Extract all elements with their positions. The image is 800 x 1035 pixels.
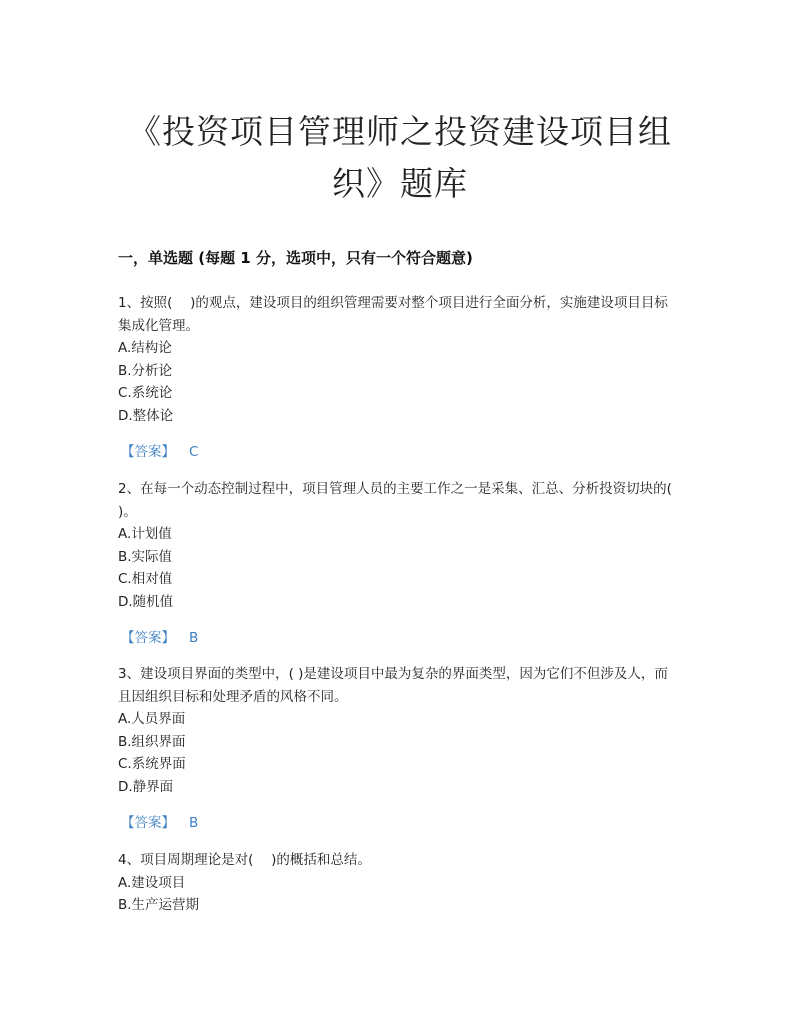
option-c: C.系统论 xyxy=(118,385,173,401)
answer-label: 【答案】 xyxy=(121,444,175,460)
question-3 xyxy=(118,663,678,834)
question-stem: 2、在每一个动态控制过程中，项目管理人员的主要工作之一是采集、汇总、分析投资切块的( )。 xyxy=(118,481,672,520)
section-heading: 一，单选题 (每题 1 分，选项中，只有一个符合题意) xyxy=(118,249,473,267)
option-a: A.计划值 xyxy=(118,526,172,542)
answer-value: B xyxy=(189,630,199,646)
option-c: C.相对值 xyxy=(118,571,173,587)
answer-value: B xyxy=(189,815,199,831)
option-a: A.建设项目 xyxy=(118,874,186,891)
option-a: A.人员界面 xyxy=(118,711,186,727)
question-2 xyxy=(118,478,678,649)
option-c: C.系统界面 xyxy=(118,756,186,772)
question-stem: 3、建设项目界面的类型中，( )是建设项目中最为复杂的界面类型，因为它们不但涉及人，而且因组织目标和处理矛盾的风格不同。 xyxy=(118,666,668,705)
document-title-line-2: 织》题库 xyxy=(332,164,468,203)
answer-line xyxy=(118,441,678,463)
document-title xyxy=(100,106,700,210)
option-b: B.实际值 xyxy=(118,548,173,565)
answer-value: C xyxy=(189,444,199,460)
answer-label: 【答案】 xyxy=(121,815,175,831)
question-4 xyxy=(118,849,678,917)
option-a: A.结构论 xyxy=(118,340,172,356)
option-b: B.分析论 xyxy=(118,362,173,379)
document-title-line-1: 《投资项目管理师之投资建设项目组 xyxy=(128,112,672,151)
option-b: B.生产运营期 xyxy=(118,897,200,913)
answer-label: 【答案】 xyxy=(121,630,175,646)
option-d: D.随机值 xyxy=(118,593,174,610)
option-d: D.静界面 xyxy=(118,778,174,795)
question-1 xyxy=(118,292,678,463)
option-b: B.组织界面 xyxy=(118,733,186,750)
answer-line xyxy=(118,812,678,834)
question-stem: 4、项目周期理论是对( )的概括和总结。 xyxy=(118,852,371,868)
question-stem: 1、按照( )的观点，建设项目的组织管理需要对整个项目进行全面分析，实施建设项目目标集成化管理。 xyxy=(118,295,668,334)
option-d: D.整体论 xyxy=(118,407,174,424)
answer-line xyxy=(118,627,678,649)
